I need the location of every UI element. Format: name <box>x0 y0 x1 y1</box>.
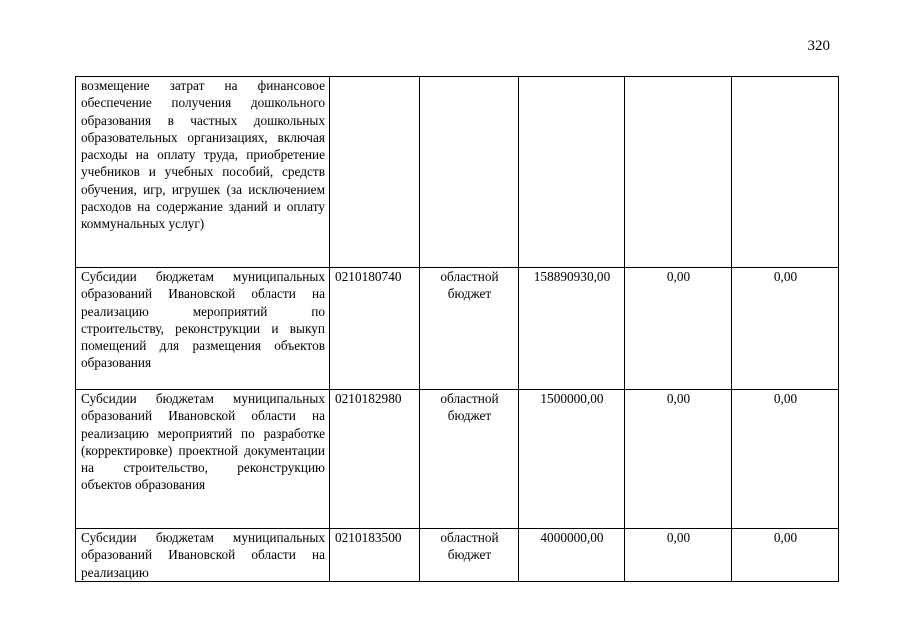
row-code: 0210182980 <box>330 390 420 529</box>
budget-table <box>75 76 839 582</box>
row-value-2 <box>625 77 732 268</box>
row-source: областной бюджет <box>420 268 519 390</box>
row-description: Субсидии бюджетам муниципальных образований Ивановской области на реализацию мероприятий по разработке (корректировке) проектной документации на строительство, реконструкцию объектов образования <box>76 390 330 529</box>
row-code: 0210183500 <box>330 529 420 582</box>
row-code: 0210180740 <box>330 268 420 390</box>
row-value-1: 4000000,00 <box>519 529 625 582</box>
row-value-3: 0,00 <box>732 390 839 529</box>
row-value-1: 1500000,00 <box>519 390 625 529</box>
table-row <box>76 77 839 268</box>
row-value-3: 0,00 <box>732 268 839 390</box>
table-row <box>76 529 839 582</box>
row-value-3 <box>732 77 839 268</box>
row-value-2: 0,00 <box>625 529 732 582</box>
row-description: возмещение затрат на финансовое обеспечение получения дошкольного образования в частных дошкольных образовательных организациях, включая расходы на оплату труда, приобретение учебников и учебных пособий, средств обучения, игр, игрушек (за исключением расходов на содержание зданий и оплату коммунальных услуг) <box>76 77 330 268</box>
page-number: 320 <box>807 38 830 54</box>
row-description: Субсидии бюджетам муниципальных образований Ивановской области на реализацию мероприятий по строительству, реконструкции и выкуп помещений для размещения объектов образования <box>76 268 330 390</box>
row-source <box>420 77 519 268</box>
table-row <box>76 268 839 390</box>
row-description: Субсидии бюджетам муниципальных образований Ивановской области на реализацию <box>76 529 330 582</box>
table-row <box>76 390 839 529</box>
row-source: областной бюджет <box>420 529 519 582</box>
row-value-1: 158890930,00 <box>519 268 625 390</box>
row-value-1 <box>519 77 625 268</box>
row-code <box>330 77 420 268</box>
row-value-2: 0,00 <box>625 390 732 529</box>
row-source: областной бюджет <box>420 390 519 529</box>
row-value-3: 0,00 <box>732 529 839 582</box>
row-value-2: 0,00 <box>625 268 732 390</box>
